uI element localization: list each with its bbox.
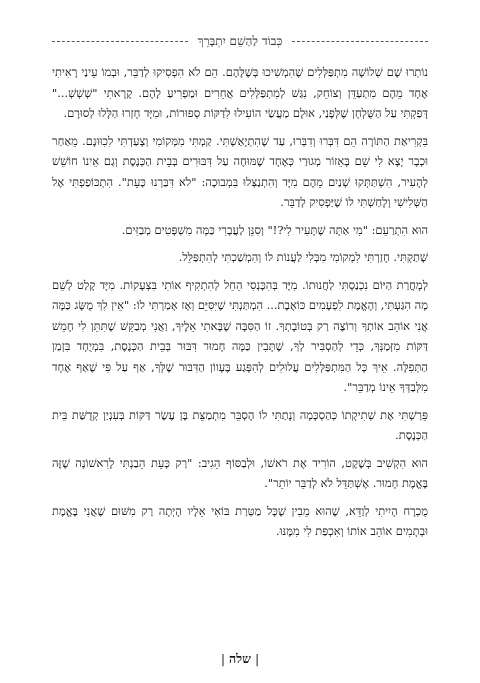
paragraph: מֻכְרָח הָיִיתִי לְוַדֵּא, שֶׁהוּא מֵבִין שֶׁכָּל מַטְּרַת בּוֹאִי אֵלָיו הָיְתָה רַק מִשּׁוּם שֶׁאֲנִי בֶּאֱמֶת וּבְתָמִים אוֹהֵב אוֹתוֹ וְאִכְפַּת לִי מִמֶּנּוּ. (52, 503, 428, 538)
header-title: כְּבוֹד לַהַשֵׁם יִתְבָּרֵךְ (197, 33, 283, 48)
paragraph: בִּקְרִיאַת הַתּוֹרָה הֵם דִּבְּרוּ וְדִבְּרוּ, עַד שֶׁהִתְיָאַשְׁתִּי. קַמְתִּי מִמְּקוֹמִי וְצָעַדְתִּי לִכִוּוּנָם. מֵאַחַר וּכְבָר יָצָא לִי שֵׁם בָּאֵזוֹר מְגוּרַי כְּאֶחָד שֶׁמּוּחֶה עַל דִּבּוּרִים בְּבֵית הַכְּנֶסֶת וְגַם אֵינוֹ חוֹשֵׁשׁ לְהָעִיר, הִשְׁתַּתְּקוּ שְׁנַיִם מֵהֶם מִיָּד וְהִתְנַצְּלוּ בִּמְבוּכָה: "לֹא דִּבַּרְנוּ כָּעֵת". הִתְכּוֹפַפְתִּי אֶל הַשְּׁלִישִׁי וְלָחַשְׁתִּי לוֹ שֶׁיַּפְסִיק לְדַבֵּר. (52, 133, 428, 209)
header-rule-left (52, 41, 188, 42)
paragraph: לְמָחֳרַת הַיּוֹם נִכְנַסְתִּי לַחֲנוּתוֹ. מִיָּד בְּהִכָּנְסִי הֵחֵל לְהִתְקִיף אוֹתִי בִּצְעָקוֹת. מִיָּד קָלַט לְשֵׁם מָה הִגַּעְתִּי, וְהָאֱמֶת לִפְעָמִים כּוֹאֶבֶת... הִמְתַּנְתִּי שֶׁיִּסִּיֵּם וְאָז אָמַרְתִּי לוֹ: "אֵין לִךְ מֻשָּׂג כַּמָּה אֲנִי אוֹהֵב אוֹתְךָ וְרוֹצֶה רַק בְּטוֹבָתְךָ. זוֹ הַסִּבָּה שֶׁבָּאתִי אֵלֶיךָ, וַאֲנִי מְבַקֵּשׁ שֶׁתִּתֵּן לִי חָמֵשׁ דַּקּוֹת מִזְּמַנְּךָ, כְּדֵי לְהַסְבִּיר לְךָ, שֶׁתָּבִין כַּמָּה חָמוּר דִּבּוּר בְּבֵית הַכְּנֶסֶת, בִּמְיֻחָד בִּזְמַן הַתְּפִלָּה. אֵיךְ כָּל הַמִּתְפַּלְּלִים עֲלוּלִים לְהִפָּגַע בֶּעָווֹן הַדִּבּוּר שֶׁלְּךָ, אַף עַל פִּי שֶׁאַף אֶחָד מִלְּבַדְּךָ אֵינוֹ מְדַבֵּר". (52, 277, 428, 394)
paragraph: נוֹתְרוּ שָׁם שְׁלוֹשָׁה מִתְפַּלְּלִים שֶׁהִמְשִׁיכוּ בְּשֶׁלָּהֶם. הֵם לֹא הִפְסִיקוּ לְדַבֵּר, וּבְמוֹ עֵינַי רָאִיתִי אֶחָד מֵהֶם מִתְעַדֵּן וְצוֹחֵק, נִגַּשׁ לְמִתְפַּלְּלִים אֲחֵרִים וּמַפְרִיעַ לָהֶם. קָרָאתִי "שְׁשְׁשְׁ..." דָּפַקְתִּי עַל הַשֻּׁלְחָן שֶׁלְּפָנַי, אוּלָם מַעֲשַׂי הוֹעִילוּ לִדַקּוֹת סְפוּרוֹת, וּמִיָּד חָזְרוּ הַלָּלוּ לְסוּרָם. (52, 65, 428, 120)
paragraph: שָׁתַקְתִּי. חָזַרְתִּי לִמְקוֹמִי מִבְּלִי לַעֲנוֹת לוֹ וְהִמְשַׁכְתִּי לְהִתְפַּלֵּל. (178, 250, 428, 264)
running-header (52, 30, 428, 52)
footer-bar-left: | (254, 651, 260, 666)
page-number: שלה (229, 651, 251, 666)
page-footer (0, 651, 480, 667)
header-rule-right (292, 41, 428, 42)
paragraph: הוּא הִתְרַעֵם: "מִי אַתָּה שֶׁתָּעִיר לִי?!" וְסִנֵּן לַעֲבָרִי כַּמָּה מִשְׁפָּטִים מְבַזִּים. (121, 222, 428, 237)
paragraph: פֵּרַשְׁתִּי אֶת שְׁתִיקָתוֹ כְּהַסְכָּמָה וְנָתַתִּי לוֹ הֶסְבֵּר מִתְמַצֵּת בֶּן עֶשֶׂר דַּקּוֹת בְּעִנְיַן קְדֻשַּׁת בֵּית הַכְּנֶסֶת. (52, 407, 428, 442)
body-text (52, 62, 428, 542)
footer-bar-right: | (220, 651, 226, 666)
paragraph: הוּא הִקְשִׁיב בְּשֶׁקֶט, הוֹרִיד אֶת רֹאשׁוֹ, וּלְבַסּוֹף הֵגִיב: "רַק כָּעֵת הֵבַנְתִּי לָרִאשׁוֹנָה שֶׁזֶּה בֶּאֱמֶת חָמוּר. אֶשְׁתַּדֵּל לֹא לְדַבֵּר יוֹתֵר". (52, 455, 428, 490)
